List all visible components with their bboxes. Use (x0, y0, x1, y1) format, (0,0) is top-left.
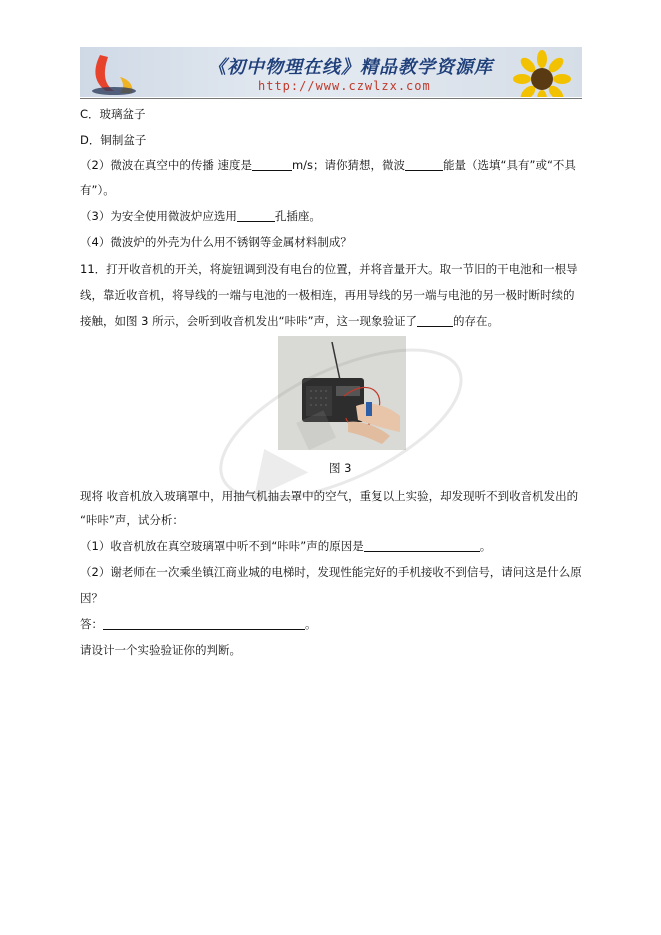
sub1-blank (364, 540, 480, 552)
question-4: （4）微波炉的外壳为什么用不锈钢等金属材料制成？ (80, 235, 352, 249)
figure-caption: 图 3 (329, 461, 352, 475)
option-d: D．铜制盆子 (80, 133, 147, 147)
header-rule (80, 98, 582, 99)
q2-unit: m/s；请你猜想，微波 (291, 158, 406, 172)
watermark-icon (190, 300, 510, 540)
header-banner (80, 47, 582, 97)
q11-line3-suffix: 的存在。 (453, 314, 500, 328)
analysis-line1: 现将 收音机放入玻璃罩中，用抽气机抽去罩中的空气，重复以上实验，却发现听不到收音机发出的 (80, 489, 579, 503)
question-2 (80, 158, 576, 172)
option-c: C．玻璃盆子 (80, 107, 146, 121)
q11-line1: 11．打开收音机的开关，将旋钮调到没有电台的位置，并将音量开大。取一节旧的干电池和一根导 (80, 262, 578, 276)
answer-blank (103, 618, 305, 630)
q2-speed-blank (252, 159, 292, 171)
answer-suffix: 。 (305, 617, 317, 631)
q11-line2: 线，靠近收音机，将导线的一端与电池的一极相连，再用导线的另一端与电池的另一极时断时续的 (80, 288, 575, 302)
q2-prefix: （2）微波在真空中的传播 速度是 (80, 158, 252, 172)
q2-energy-blank (405, 159, 443, 171)
q3-blank (237, 210, 275, 222)
analysis-sub1 (80, 539, 491, 553)
q11-line3-prefix: 接触，如图 3 所示，会听到收音机发出“咔咔”声，这一现象验证了 (80, 314, 418, 328)
analysis-sub2-line2: 因？ (80, 591, 103, 605)
header-url: http://www.czwlzx.com (258, 79, 431, 93)
sunflower-icon (512, 49, 572, 97)
question-2-cont: 有”）。 (80, 183, 115, 197)
q3-suffix: 孔插座。 (274, 209, 321, 223)
analysis-sub2-line1: （2）谢老师在一次乘坐镇江商业城的电梯时，发现性能完好的手机接收不到信号，请问这是什么原 (80, 565, 582, 579)
sub1-prefix: （1）收音机放在真空玻璃罩中听不到“咔咔”声的原因是 (80, 539, 364, 553)
analysis-line2: “咔咔”声，试分析： (80, 513, 184, 527)
q3-prefix: （3）为安全使用微波炉应选用 (80, 209, 237, 223)
q2-mid: 能量（选填“具有”或“不具 (443, 158, 576, 172)
design-prompt: 请设计一个实验验证你的判断。 (80, 643, 241, 657)
answer-line (80, 617, 317, 631)
question-3 (80, 209, 321, 223)
sub1-suffix: 。 (479, 539, 492, 553)
logo-icon (80, 47, 150, 97)
answer-label: 答： (80, 617, 103, 631)
header-title: 《初中物理在线》精品教学资源库 (208, 57, 493, 78)
